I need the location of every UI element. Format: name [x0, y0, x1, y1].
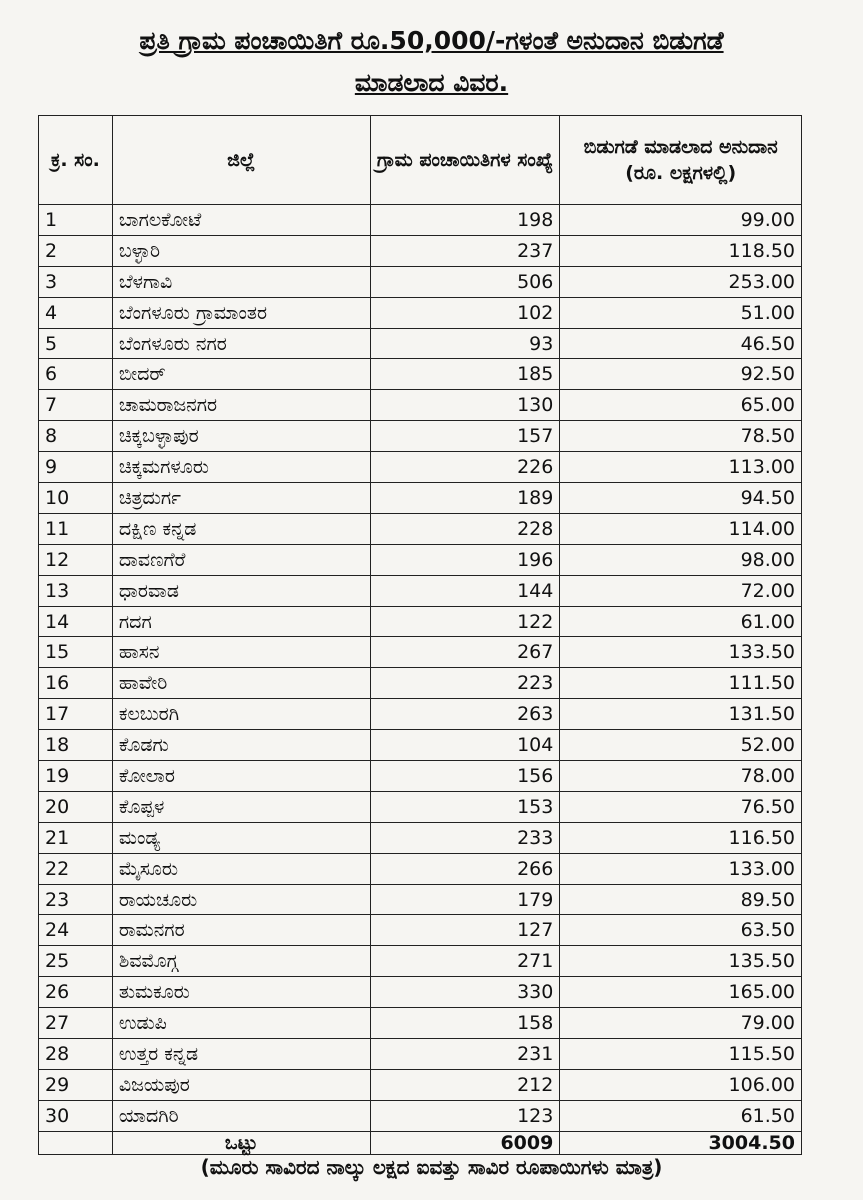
cell-gp-count: 102	[370, 297, 560, 328]
cell-district: ದಾವಣಗೆರೆ	[112, 544, 370, 575]
cell-grant-amount: 63.50	[560, 915, 802, 946]
cell-grant-amount: 51.00	[560, 297, 802, 328]
cell-gp-count: 127	[370, 915, 560, 946]
table-row	[39, 235, 802, 266]
total-label: ಒಟ್ಟು	[112, 1131, 370, 1154]
cell-serial-number: 18	[39, 730, 113, 761]
cell-serial-number: 22	[39, 853, 113, 884]
cell-district: ಚಿತ್ರದುರ್ಗ	[112, 483, 370, 514]
cell-district: ಶಿವಮೊಗ್ಗ	[112, 946, 370, 977]
table-row	[39, 699, 802, 730]
cell-district: ಕೋಲಾರ	[112, 761, 370, 792]
page-title: ಪ್ರತಿ ಗ್ರಾಮ ಪಂಚಾಯಿತಿಗೆ ರೂ.50,000/-ಗಳಂತೆ ಅನುದಾನ ಬಿಡುಗಡೆ	[139, 26, 724, 55]
table-header-row	[39, 116, 802, 205]
cell-grant-amount: 116.50	[560, 822, 802, 853]
cell-serial-number: 7	[39, 390, 113, 421]
cell-grant-amount: 99.00	[560, 205, 802, 236]
cell-serial-number: 8	[39, 421, 113, 452]
cell-gp-count: 189	[370, 483, 560, 514]
table-row	[39, 977, 802, 1008]
cell-serial-number: 4	[39, 297, 113, 328]
cell-serial-number: 3	[39, 266, 113, 297]
cell-district: ಧಾರವಾಡ	[112, 575, 370, 606]
cell-grant-amount: 115.50	[560, 1039, 802, 1070]
cell-gp-count: 231	[370, 1039, 560, 1070]
cell-district: ಬೆಂಗಳೂರು ಗ್ರಾಮಾಂತರ	[112, 297, 370, 328]
cell-district: ವಿಜಯಪುರ	[112, 1069, 370, 1100]
cell-gp-count: 179	[370, 884, 560, 915]
cell-district: ಉಡುಪಿ	[112, 1008, 370, 1039]
table-row	[39, 822, 802, 853]
cell-gp-count: 223	[370, 668, 560, 699]
page-title-continued: ಮಾಡಲಾದ ವಿವರ.	[354, 68, 509, 97]
cell-gp-count: 196	[370, 544, 560, 575]
cell-grant-amount: 135.50	[560, 946, 802, 977]
cell-serial-number: 17	[39, 699, 113, 730]
cell-serial-number: 6	[39, 359, 113, 390]
table-row	[39, 761, 802, 792]
cell-gp-count: 158	[370, 1008, 560, 1039]
cell-grant-amount: 46.50	[560, 328, 802, 359]
cell-district: ಬೆಂಗಳೂರು ನಗರ	[112, 328, 370, 359]
table-row	[39, 575, 802, 606]
table-row	[39, 1100, 802, 1131]
cell-district: ಬೆಳಗಾವಿ	[112, 266, 370, 297]
table-row	[39, 853, 802, 884]
cell-gp-count: 267	[370, 637, 560, 668]
cell-gp-count: 153	[370, 791, 560, 822]
cell-district: ಗದಗ	[112, 606, 370, 637]
cell-gp-count: 237	[370, 235, 560, 266]
header-grant-amount: ಬಿಡುಗಡೆ ಮಾಡಲಾದ ಅನುದಾನ (ರೂ. ಲಕ್ಷಗಳಲ್ಲಿ)	[560, 116, 802, 205]
table-row	[39, 637, 802, 668]
cell-gp-count: 226	[370, 452, 560, 483]
cell-gp-count: 104	[370, 730, 560, 761]
cell-district: ಯಾದಗಿರಿ	[112, 1100, 370, 1131]
cell-gp-count: 93	[370, 328, 560, 359]
cell-gp-count: 266	[370, 853, 560, 884]
cell-grant-amount: 98.00	[560, 544, 802, 575]
table-row	[39, 297, 802, 328]
table-row	[39, 421, 802, 452]
cell-serial-number: 16	[39, 668, 113, 699]
cell-gp-count: 185	[370, 359, 560, 390]
cell-gp-count: 506	[370, 266, 560, 297]
cell-grant-amount: 133.00	[560, 853, 802, 884]
cell-gp-count: 156	[370, 761, 560, 792]
table-row	[39, 730, 802, 761]
table-row	[39, 544, 802, 575]
cell-grant-amount: 89.50	[560, 884, 802, 915]
cell-serial-number: 20	[39, 791, 113, 822]
table-row	[39, 483, 802, 514]
cell-serial-number: 9	[39, 452, 113, 483]
total-gp-count: 6009	[370, 1131, 560, 1154]
table-row	[39, 513, 802, 544]
cell-district: ಕೊಡಗು	[112, 730, 370, 761]
cell-gp-count: 157	[370, 421, 560, 452]
cell-gp-count: 271	[370, 946, 560, 977]
cell-district: ಬಳ್ಳಾರಿ	[112, 235, 370, 266]
cell-grant-amount: 133.50	[560, 637, 802, 668]
header-serial-number: ಕ್ರ. ಸಂ.	[39, 116, 113, 205]
table-row	[39, 1069, 802, 1100]
table-row	[39, 946, 802, 977]
cell-grant-amount: 72.00	[560, 575, 802, 606]
table-row	[39, 791, 802, 822]
cell-grant-amount: 118.50	[560, 235, 802, 266]
cell-gp-count: 144	[370, 575, 560, 606]
cell-serial-number: 26	[39, 977, 113, 1008]
cell-serial-number: 27	[39, 1008, 113, 1039]
cell-grant-amount: 61.00	[560, 606, 802, 637]
cell-serial-number: 10	[39, 483, 113, 514]
cell-serial-number: 11	[39, 513, 113, 544]
amount-in-words: (ಮೂರು ಸಾವಿರದ ನಾಲ್ಕು ಲಕ್ಷದ ಐವತ್ತು ಸಾವಿರ ರೂಪಾಯಿಗಳು ಮಾತ್ರ)	[200, 1155, 663, 1179]
cell-serial-number: 29	[39, 1069, 113, 1100]
cell-district: ಚಿಕ್ಕಮಗಳೂರು	[112, 452, 370, 483]
table-row	[39, 884, 802, 915]
cell-grant-amount: 111.50	[560, 668, 802, 699]
cell-grant-amount: 131.50	[560, 699, 802, 730]
cell-gp-count: 123	[370, 1100, 560, 1131]
cell-district: ಹಾಸನ	[112, 637, 370, 668]
cell-district: ಉತ್ತರ ಕನ್ನಡ	[112, 1039, 370, 1070]
cell-gp-count: 198	[370, 205, 560, 236]
cell-district: ಕೊಪ್ಪಳ	[112, 791, 370, 822]
cell-district: ರಾಮನಗರ	[112, 915, 370, 946]
cell-gp-count: 233	[370, 822, 560, 853]
cell-grant-amount: 94.50	[560, 483, 802, 514]
cell-gp-count: 263	[370, 699, 560, 730]
cell-serial-number: 12	[39, 544, 113, 575]
header-district: ಜಿಲ್ಲೆ	[112, 116, 370, 205]
cell-serial-number: 21	[39, 822, 113, 853]
total-grant-amount: 3004.50	[560, 1131, 802, 1154]
cell-grant-amount: 92.50	[560, 359, 802, 390]
cell-district: ಬೀದರ್	[112, 359, 370, 390]
cell-grant-amount: 79.00	[560, 1008, 802, 1039]
cell-gp-count: 212	[370, 1069, 560, 1100]
cell-district: ಕಲಬುರಗಿ	[112, 699, 370, 730]
cell-serial-number: 1	[39, 205, 113, 236]
cell-grant-amount: 52.00	[560, 730, 802, 761]
table-row	[39, 1008, 802, 1039]
cell-grant-amount: 106.00	[560, 1069, 802, 1100]
cell-serial-number: 2	[39, 235, 113, 266]
table-row	[39, 606, 802, 637]
table-row	[39, 205, 802, 236]
table-row	[39, 452, 802, 483]
cell-serial-number: 30	[39, 1100, 113, 1131]
header-gp-count: ಗ್ರಾಮ ಪಂಚಾಯಿತಿಗಳ ಸಂಖ್ಯೆ	[370, 116, 560, 205]
cell-serial-number: 24	[39, 915, 113, 946]
cell-grant-amount: 253.00	[560, 266, 802, 297]
cell-district: ಬಾಗಲಕೋಟೆ	[112, 205, 370, 236]
cell-serial-number: 15	[39, 637, 113, 668]
cell-serial-number: 13	[39, 575, 113, 606]
table-row	[39, 359, 802, 390]
cell-gp-count: 330	[370, 977, 560, 1008]
cell-district: ದಕ್ಷಿಣ ಕನ್ನಡ	[112, 513, 370, 544]
cell-serial-number: 23	[39, 884, 113, 915]
cell-serial-number: 5	[39, 328, 113, 359]
table-row	[39, 915, 802, 946]
cell-grant-amount: 76.50	[560, 791, 802, 822]
cell-district: ಚಿಕ್ಕಬಳ್ಳಾಪುರ	[112, 421, 370, 452]
table-row	[39, 328, 802, 359]
cell-district: ರಾಯಚೂರು	[112, 884, 370, 915]
table-row	[39, 266, 802, 297]
cell-grant-amount: 78.00	[560, 761, 802, 792]
cell-district: ತುಮಕೂರು	[112, 977, 370, 1008]
cell-grant-amount: 165.00	[560, 977, 802, 1008]
cell-grant-amount: 61.50	[560, 1100, 802, 1131]
cell-grant-amount: 114.00	[560, 513, 802, 544]
cell-district: ಮಂಡ್ಯ	[112, 822, 370, 853]
cell-grant-amount: 65.00	[560, 390, 802, 421]
cell-serial-number: 28	[39, 1039, 113, 1070]
cell-district: ಚಾಮರಾಜನಗರ	[112, 390, 370, 421]
table-row	[39, 390, 802, 421]
cell-serial-number: 19	[39, 761, 113, 792]
cell-district: ಹಾವೇರಿ	[112, 668, 370, 699]
cell-district: ಮೈಸೂರು	[112, 853, 370, 884]
cell-serial-number: 14	[39, 606, 113, 637]
grant-release-table	[38, 115, 802, 1155]
table-row	[39, 1039, 802, 1070]
cell-grant-amount: 78.50	[560, 421, 802, 452]
cell-grant-amount: 113.00	[560, 452, 802, 483]
cell-gp-count: 130	[370, 390, 560, 421]
cell-serial-number: 25	[39, 946, 113, 977]
cell-gp-count: 228	[370, 513, 560, 544]
cell-gp-count: 122	[370, 606, 560, 637]
table-row	[39, 668, 802, 699]
